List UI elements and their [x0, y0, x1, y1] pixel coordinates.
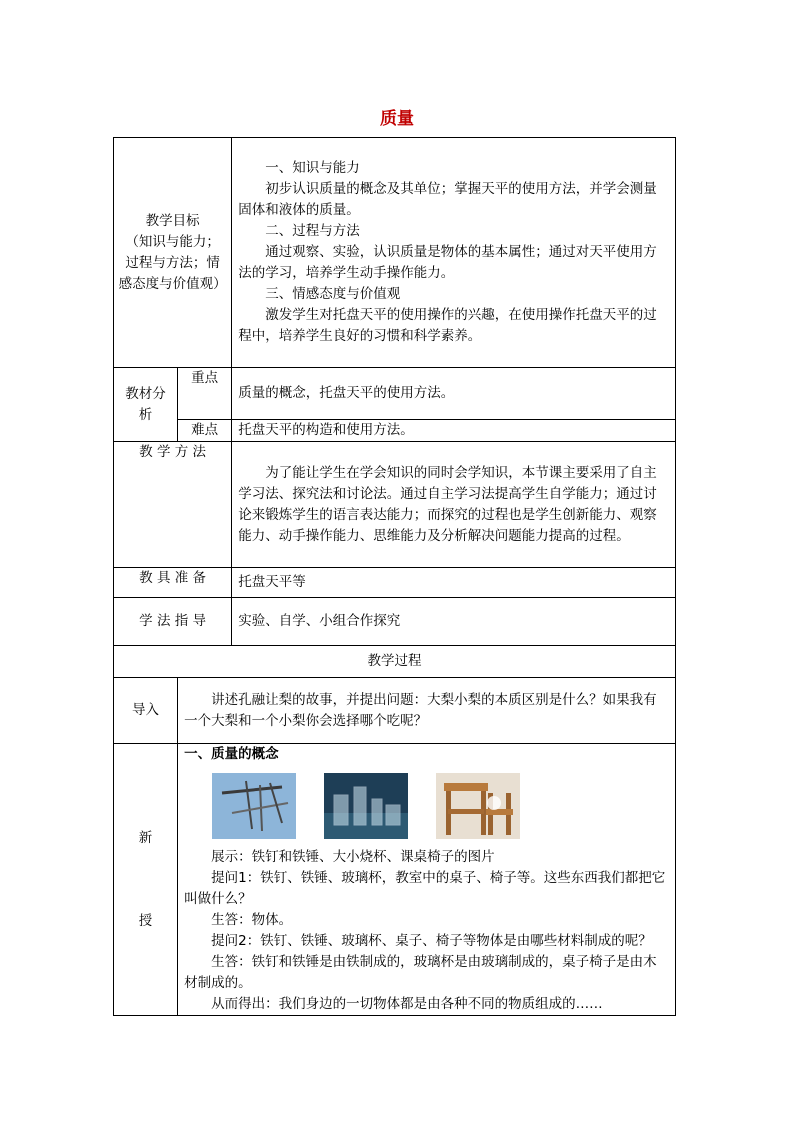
key-point-text: 质量的概念，托盘天平的使用方法。	[232, 368, 676, 420]
objective-text: 通过观察、实验，认识质量是物体的基本属性；通过对天平使用方法的学习，培养学生动手操作能力。	[238, 244, 657, 281]
objectives-label-line: 感态度与价值观）	[118, 275, 227, 292]
material-label-line: 析	[138, 406, 153, 423]
lesson-plan-table	[113, 137, 676, 1016]
lesson-line: 生答：物体。	[211, 912, 293, 928]
lesson-line: 展示：铁钉和铁锤、大小烧杯、课桌椅子的图片	[211, 849, 495, 865]
intro-row	[114, 678, 676, 744]
intro-label: 导入	[114, 678, 178, 744]
page-title: 质量	[380, 109, 414, 129]
material-key-row	[114, 368, 676, 420]
new-lesson-content	[178, 744, 676, 1016]
process-header: 教学过程	[114, 646, 676, 678]
desk-chair-image	[436, 773, 520, 839]
objective-heading: 三、情感态度与价值观	[265, 286, 401, 302]
objectives-label-line: （知识与能力；	[125, 233, 220, 250]
difficulty-label: 难点	[178, 420, 232, 442]
material-label-line: 教材分	[125, 385, 166, 402]
lesson-line: 提问2：铁钉、铁锤、玻璃杯、桌子、椅子等物体是由哪些材料制成的呢？	[211, 933, 652, 949]
intro-text	[178, 678, 676, 744]
difficulty-text: 托盘天平的构造和使用方法。	[232, 420, 676, 442]
beakers-image	[324, 773, 408, 839]
method-row	[114, 442, 676, 568]
method-text	[232, 442, 676, 568]
study-text: 实验、自学、小组合作探究	[232, 598, 676, 646]
new-lesson-label-char: 新	[138, 829, 153, 846]
photo-strip	[212, 773, 669, 839]
tools-label: 教 具 准 备	[114, 568, 232, 598]
objective-heading: 一、知识与能力	[265, 160, 360, 176]
lesson-line: 从而得出：我们身边的一切物体都是由各种不同的物质组成的……	[211, 996, 603, 1012]
material-difficulty-row	[114, 420, 676, 442]
study-row	[114, 598, 676, 646]
objectives-label-line: 教学目标	[145, 212, 200, 229]
lesson-line: 提问1：铁钉、铁锤、玻璃杯，教室中的桌子、椅子等。这些东西我们都把它叫做什么？	[184, 870, 666, 907]
objectives-label	[114, 138, 232, 368]
objectives-content	[232, 138, 676, 368]
tools-row	[114, 568, 676, 598]
new-lesson-label-char: 授	[138, 912, 153, 929]
objective-text: 初步认识质量的概念及其单位；掌握天平的使用方法，并学会测量固体和液体的质量。	[238, 181, 657, 218]
process-header-row	[114, 646, 676, 678]
new-lesson-label	[114, 744, 178, 1016]
new-lesson-row	[114, 744, 676, 1016]
tools-text: 托盘天平等	[232, 568, 676, 598]
method-paragraph: 为了能让学生在学会知识的同时会学知识，本节课主要采用了自主学习法、探究法和讨论法。通过自主学习法提高学生自学能力；通过讨论来锻炼学生的语言表达能力；而探究的过程也是学生创新能力、观察能力、动手操作能力、思维能力及分析解决问题能力提高的过程。	[238, 464, 657, 544]
key-point-label: 重点	[178, 368, 232, 420]
objective-heading: 二、过程与方法	[265, 223, 360, 239]
nails-hammer-image	[212, 773, 296, 839]
material-label	[114, 368, 178, 442]
intro-paragraph: 讲述孔融让梨的故事，并提出问题：大梨小梨的本质区别是什么？如果我有一个大梨和一个小梨你会选择哪个吃呢？	[184, 691, 657, 729]
objectives-row	[114, 138, 676, 368]
study-label: 学 法 指 导	[114, 598, 232, 646]
objective-text: 激发学生对托盘天平的使用操作的兴趣，在使用操作托盘天平的过程中，培养学生良好的习惯和科学素养。	[238, 307, 657, 344]
objectives-label-line: 过程与方法；情	[125, 254, 220, 271]
method-label: 教 学 方 法	[114, 442, 232, 568]
section-heading: 一、质量的概念	[184, 746, 279, 762]
lesson-line: 生答：铁钉和铁锤是由铁制成的，玻璃杯是由玻璃制成的，桌子椅子是由木材制成的。	[184, 954, 657, 991]
